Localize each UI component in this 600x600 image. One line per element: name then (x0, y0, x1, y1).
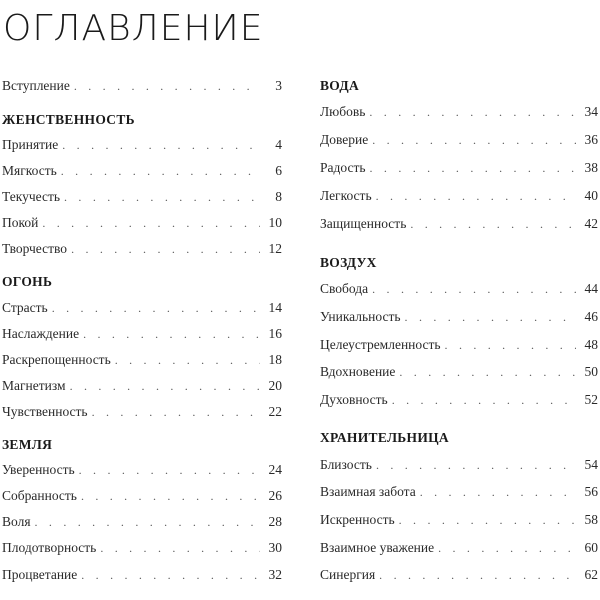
toc-entry[interactable] (2, 137, 282, 153)
toc-entry-label: Плодотворность (2, 540, 97, 555)
dot-leader (399, 513, 576, 528)
toc-entry[interactable] (320, 309, 598, 325)
dot-leader (410, 217, 576, 232)
dot-leader (62, 138, 260, 153)
toc-entry[interactable] (320, 567, 598, 583)
toc-entry[interactable] (2, 462, 282, 478)
toc-entry[interactable] (2, 488, 282, 504)
toc-entry[interactable] (320, 364, 598, 380)
toc-entry[interactable] (2, 163, 282, 179)
toc-entry[interactable] (320, 392, 598, 408)
dot-leader (369, 105, 576, 120)
toc-entry-label: Близость (320, 457, 372, 472)
toc-entry-page-number: 40 (584, 188, 598, 203)
toc-entry-page-number: 60 (584, 540, 598, 555)
dot-leader (372, 133, 576, 148)
toc-entry-label: Уверенность (2, 462, 75, 477)
toc-entry-label: Текучесть (2, 189, 61, 204)
toc-entry[interactable] (320, 337, 598, 353)
toc-entry[interactable] (2, 326, 282, 342)
toc-entry[interactable] (320, 104, 598, 120)
toc-entry-page-number: 20 (268, 378, 282, 393)
toc-entry-label: Собранность (2, 488, 77, 503)
dot-leader (370, 161, 576, 176)
toc-entry-page-number: 8 (275, 189, 282, 204)
dot-leader (379, 568, 576, 583)
toc-entry-label: Наслаждение (2, 326, 80, 341)
toc-entry-label: Магнетизм (2, 378, 66, 393)
toc-entry[interactable] (320, 484, 598, 500)
dot-leader (445, 338, 576, 353)
toc-entry-page-number: 58 (584, 512, 598, 527)
section-title: ХРАНИТЕЛЬНИЦА (320, 430, 449, 445)
toc-entry-label: Искренность (320, 512, 395, 527)
toc-entry-label: Раскрепощенность (2, 352, 111, 367)
toc-entry-page-number: 22 (268, 404, 282, 419)
toc-entry-page-number: 14 (268, 300, 282, 315)
section-title: ЖЕНСТВЕННОСТЬ (2, 112, 135, 127)
toc-entry-page-number: 38 (584, 160, 598, 175)
toc-column-left (2, 0, 282, 600)
dot-leader (35, 515, 260, 530)
dot-leader (115, 353, 260, 368)
toc-entry-label: Принятие (2, 137, 59, 152)
dot-leader (92, 405, 260, 420)
dot-leader (70, 379, 260, 394)
toc-entry-label: Защищенность (320, 216, 407, 231)
page-title: ОГЛАВЛЕНИЕ (3, 8, 264, 49)
section-title: ЗЕМЛЯ (2, 437, 53, 452)
toc-entry-label: Взаимное уважение (320, 540, 435, 555)
toc-entry[interactable] (2, 378, 282, 394)
dot-leader (399, 365, 576, 380)
toc-entry[interactable] (2, 514, 282, 530)
toc-entry-label: Страсть (2, 300, 48, 315)
toc-entry-label: Доверие (320, 132, 369, 147)
toc-entry-page-number: 24 (268, 462, 282, 477)
toc-entry-page-number: 10 (268, 215, 282, 230)
dot-leader (392, 393, 576, 408)
toc-entry-label: Процветание (2, 567, 78, 582)
toc-entry[interactable] (320, 160, 598, 176)
toc-entry-page-number: 36 (584, 132, 598, 147)
toc-entry[interactable] (2, 78, 282, 94)
toc-entry-label: Свобода (320, 281, 369, 296)
dot-leader (61, 164, 260, 179)
dot-leader (79, 463, 260, 478)
toc-entry-label: Легкость (320, 188, 372, 203)
dot-leader (438, 541, 576, 556)
toc-entry[interactable] (320, 188, 598, 204)
toc-entry-page-number: 28 (268, 514, 282, 529)
toc-entry[interactable] (2, 567, 282, 583)
section-title: ВОДА (320, 78, 360, 93)
toc-entry[interactable] (2, 352, 282, 368)
toc-entry[interactable] (2, 404, 282, 420)
dot-leader (100, 541, 260, 556)
toc-entry-label: Синергия (320, 567, 376, 582)
toc-entry-page-number: 62 (584, 567, 598, 582)
toc-entry-label: Любовь (320, 104, 366, 119)
dot-leader (71, 242, 260, 257)
toc-entry-label: Вступление (2, 78, 70, 93)
toc-entry-page-number: 56 (584, 484, 598, 499)
toc-entry-label: Творчество (2, 241, 68, 256)
dot-leader (372, 282, 576, 297)
dot-leader (64, 190, 260, 205)
dot-leader (52, 301, 260, 316)
toc-entry-label: Покой (2, 215, 39, 230)
toc-entry[interactable] (2, 215, 282, 231)
dot-leader (42, 216, 260, 231)
section-title: ВОЗДУХ (320, 255, 377, 270)
toc-entry[interactable] (320, 457, 598, 473)
toc-entry-page-number: 12 (268, 241, 282, 256)
toc-entry-page-number: 4 (275, 137, 282, 152)
toc-entry-page-number: 46 (584, 309, 598, 324)
dot-leader (376, 458, 576, 473)
toc-entry-label: Вдохновение (320, 364, 396, 379)
toc-entry-page-number: 50 (584, 364, 598, 379)
dot-leader (405, 310, 576, 325)
toc-entry[interactable] (320, 512, 598, 528)
toc-entry-page-number: 3 (275, 78, 282, 93)
toc-entry-page-number: 34 (584, 104, 598, 119)
toc-entry-page-number: 32 (268, 567, 282, 582)
dot-leader (376, 189, 576, 204)
toc-entry-label: Уникальность (320, 309, 401, 324)
toc-entry[interactable] (320, 132, 598, 148)
dot-leader (81, 489, 260, 504)
toc-entry[interactable] (320, 216, 598, 232)
toc-entry-page-number: 42 (584, 216, 598, 231)
toc-entry-page-number: 30 (268, 540, 282, 555)
toc-entry[interactable] (320, 540, 598, 556)
toc-entry-page-number: 26 (268, 488, 282, 503)
dot-leader (83, 327, 260, 342)
toc-column-right (320, 0, 598, 600)
toc-entry-page-number: 18 (268, 352, 282, 367)
toc-entry-label: Духовность (320, 392, 388, 407)
toc-entry-label: Чувственность (2, 404, 88, 419)
toc-entry-label: Мягкость (2, 163, 57, 178)
toc-entry-page-number: 6 (275, 163, 282, 178)
toc-entry[interactable] (2, 540, 282, 556)
toc-entry[interactable] (2, 300, 282, 316)
dot-leader (74, 79, 260, 94)
dot-leader (420, 485, 576, 500)
toc-entry-label: Взаимная забота (320, 484, 416, 499)
toc-entry[interactable] (2, 241, 282, 257)
section-title: ОГОНЬ (2, 274, 53, 289)
toc-entry-page-number: 48 (584, 337, 598, 352)
toc-entry-page-number: 54 (584, 457, 598, 472)
toc-entry-page-number: 16 (268, 326, 282, 341)
toc-entry-label: Радость (320, 160, 366, 175)
toc-entry-label: Воля (2, 514, 31, 529)
toc-entry-page-number: 52 (584, 392, 598, 407)
toc-entry-page-number: 44 (584, 281, 598, 296)
toc-entry[interactable] (320, 281, 598, 297)
toc-entry[interactable] (2, 189, 282, 205)
dot-leader (81, 568, 260, 583)
toc-entry-label: Целеустремленность (320, 337, 441, 352)
